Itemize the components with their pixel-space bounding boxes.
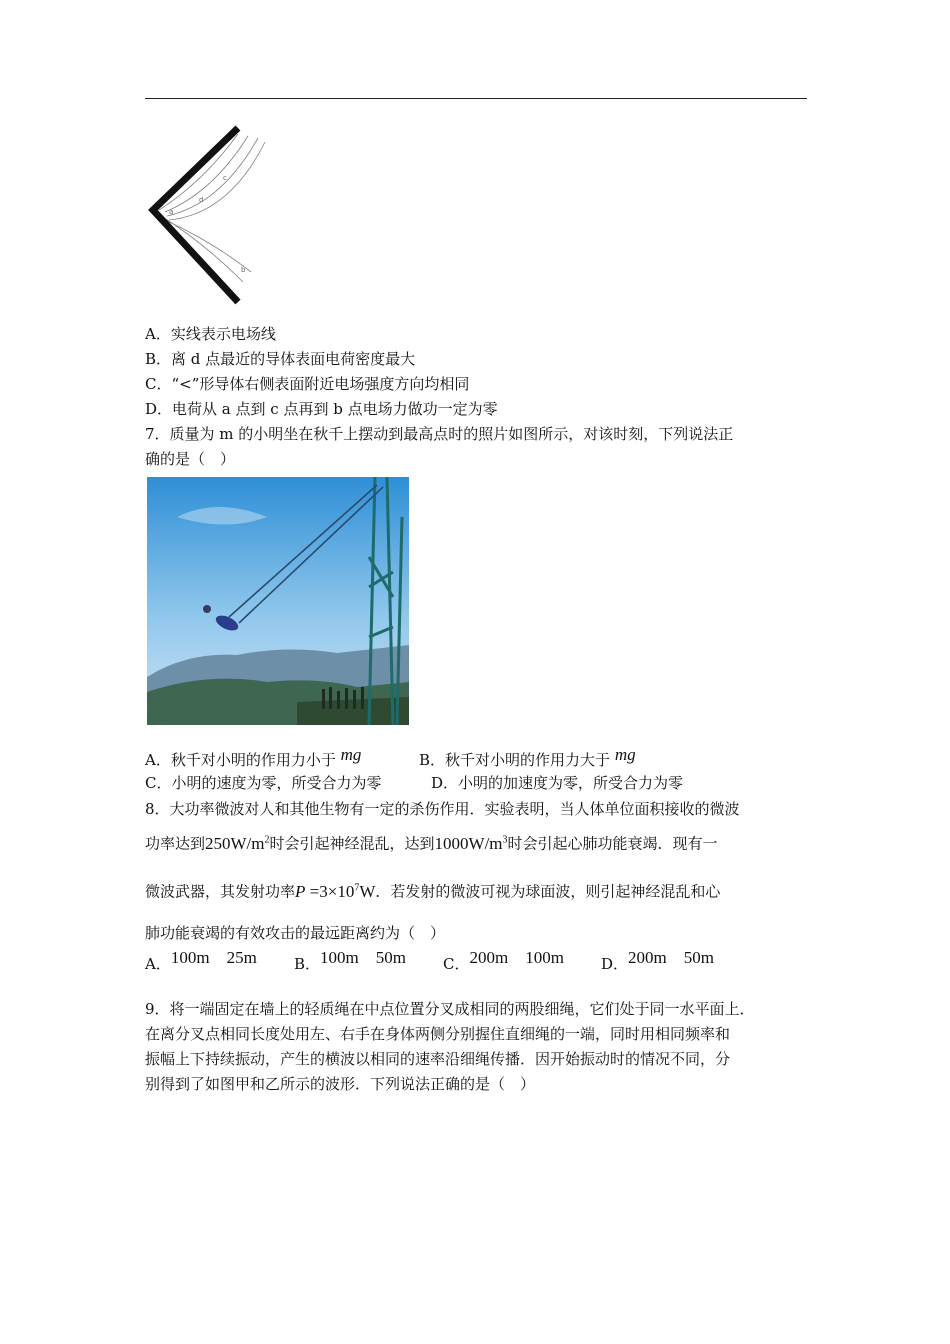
q8-power-value: =3×10 bbox=[305, 881, 355, 901]
q8-option-d-value: 200m 50m bbox=[628, 948, 714, 967]
q8-line3-a: 微波武器，其发射功率 bbox=[145, 882, 296, 901]
swing-photo bbox=[147, 477, 409, 725]
q8-option-d-label: D． bbox=[601, 955, 629, 973]
q8-option-b bbox=[294, 948, 406, 973]
q8-option-d bbox=[601, 948, 714, 973]
q8-line2-a: 功率达到 bbox=[145, 834, 206, 853]
q8-option-a-value: 100m 25m bbox=[170, 948, 257, 967]
q8-line4: 肺功能衰竭的有效攻击的最远距离约为（ ） bbox=[145, 924, 446, 942]
header-rule bbox=[145, 98, 807, 99]
q7-option-d: D．小明的加速度为零，所受合力为零 bbox=[431, 774, 684, 792]
figure-label-b: b bbox=[241, 266, 246, 274]
q6-option-a: A．实线表示电场线 bbox=[145, 325, 276, 343]
q7-option-b-math: mg bbox=[614, 745, 636, 764]
q8-value1-exp: 2 bbox=[264, 834, 270, 845]
q7-stem-line2: 确的是（ ） bbox=[145, 450, 236, 468]
q8-option-c-label: C． bbox=[443, 955, 470, 973]
q8-value1 bbox=[205, 834, 270, 853]
q8-value2-exp: 3 bbox=[502, 834, 508, 845]
q8-power-unit: W bbox=[359, 881, 376, 901]
q6-option-b: B．离 d 点最近的导体表面电荷密度最大 bbox=[145, 350, 416, 368]
q7-option-c: C．小明的速度为零，所受合力为零 bbox=[145, 774, 382, 792]
figure-label-a: a bbox=[169, 208, 174, 216]
q8-power-formula bbox=[295, 882, 375, 901]
q7-option-b bbox=[419, 745, 636, 770]
q8-line2-b: 时会引起神经混乱，达到 bbox=[269, 834, 435, 853]
q7-option-b-text: B．秋千对小明的作用力大于 bbox=[419, 751, 611, 769]
q8-line2-c: 时会引起心肺功能衰竭．现有一 bbox=[507, 834, 718, 853]
q8-line1: 8．大功率微波对人和其他生物有一定的杀伤作用．实验表明，当人体单位面积接收的微波 bbox=[145, 800, 740, 818]
q8-option-c bbox=[443, 948, 564, 973]
q8-power-symbol: P bbox=[295, 881, 306, 901]
conductor-field-figure bbox=[143, 122, 273, 310]
q7-option-a bbox=[145, 745, 362, 770]
q8-value2 bbox=[435, 834, 508, 853]
q6-option-c: C．“<”形导体右侧表面附近电场强度方向均相同 bbox=[145, 375, 470, 393]
q9-line2: 在离分叉点相同长度处用左、右手在身体两侧分别握住直细绳的一端，同时用相同频率和 bbox=[145, 1025, 731, 1043]
q8-power-exp: 7 bbox=[354, 882, 360, 893]
q9-line1: 9．将一端固定在墙上的轻质绳在中点位置分叉成相同的两股细绳，它们处于同一水平面上． bbox=[145, 1000, 755, 1018]
q8-value1-base: 250W/m bbox=[205, 833, 265, 853]
q7-stem-line1: 7．质量为 m 的小明坐在秋千上摆动到最高点时的照片如图所示，对该时刻，下列说法正 bbox=[145, 425, 734, 443]
figure-label-c: c bbox=[223, 174, 227, 182]
q8-line2 bbox=[145, 830, 718, 854]
q8-value2-base: 1000W/m bbox=[434, 833, 503, 853]
q8-option-a bbox=[145, 948, 257, 973]
q8-option-c-value: 200m 100m bbox=[469, 948, 564, 967]
q9-line4: 别得到了如图甲和乙所示的波形．下列说法正确的是（ ） bbox=[145, 1075, 536, 1093]
q8-line3 bbox=[145, 878, 720, 902]
figure-label-d: d bbox=[199, 196, 204, 204]
q7-option-a-text: A．秋千对小明的作用力小于 bbox=[145, 751, 336, 769]
q8-line3-b: ．若发射的微波可视为球面波，则引起神经混乱和心 bbox=[375, 882, 721, 901]
q7-option-a-math: mg bbox=[340, 745, 362, 764]
q8-option-b-label: B． bbox=[294, 955, 321, 973]
q8-option-a-label: A． bbox=[145, 955, 171, 973]
q6-option-d: D．电荷从 a 点到 c 点再到 b 点电场力做功一定为零 bbox=[145, 400, 498, 418]
q9-line3: 振幅上下持续振动，产生的横波以相同的速率沿细绳传播．因开始振动时的情况不同，分 bbox=[145, 1050, 731, 1068]
q8-option-b-value: 100m 50m bbox=[320, 948, 406, 967]
